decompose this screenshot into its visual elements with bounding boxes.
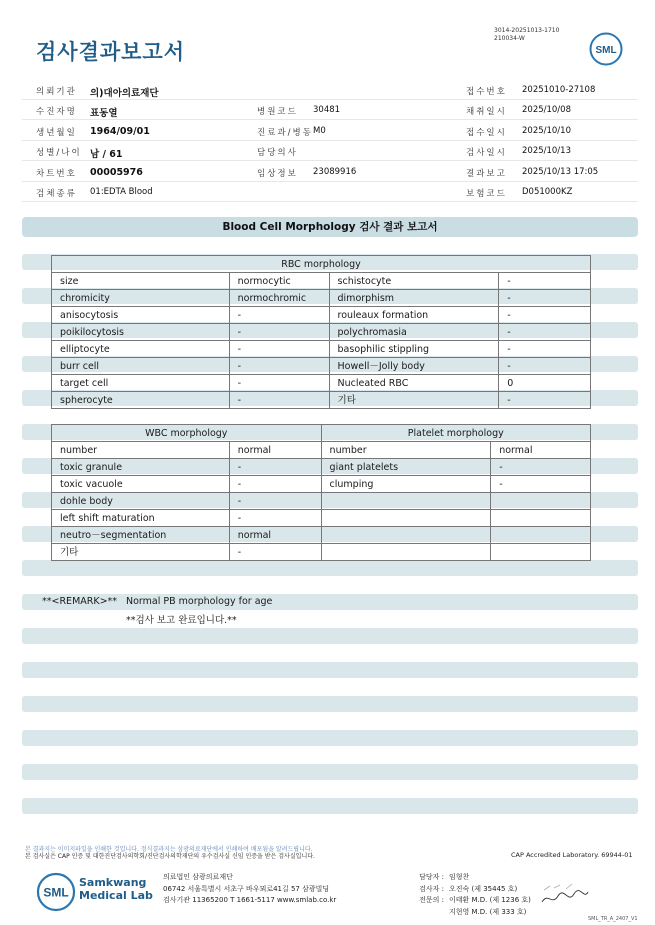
header-row: [0, 121, 655, 141]
background-band: [22, 662, 638, 678]
institution-info: 의료법인 삼광의료재단 06742 서울특별시 서초구 바우뫼로41길 57 삼광빌딩 검사기관 11365200 T 1661-5117 www.smlab.co.kr: [163, 873, 337, 904]
header-value: 남 / 61: [90, 149, 123, 160]
header-label: 접수번호: [466, 87, 507, 97]
finding-name: chromicity: [52, 290, 230, 307]
table-row: [52, 358, 591, 375]
finding-name: Nucleated RBC: [329, 375, 499, 392]
background-band: [22, 798, 638, 814]
sml-logo-bottom-icon: [36, 872, 76, 912]
finding-result: -: [229, 392, 329, 409]
finding-name: spherocyte: [52, 392, 230, 409]
finding-result: -: [499, 341, 591, 358]
table-row: [52, 392, 591, 409]
finding-result: -: [491, 459, 591, 476]
table-row: [52, 324, 591, 341]
finding-name: [321, 510, 491, 527]
table-row: [52, 290, 591, 307]
finding-name: target cell: [52, 375, 230, 392]
header-label: 접수일시: [466, 128, 507, 138]
section-title: Blood Cell Morphology 검사 결과 보고서: [22, 217, 638, 237]
finding-name: left shift maturation: [52, 510, 230, 527]
header-label: 수진자명: [36, 107, 77, 117]
header-label: 담당의사: [257, 148, 298, 158]
finding-result: -: [499, 324, 591, 341]
finding-name: [321, 493, 491, 510]
finding-result: [491, 510, 591, 527]
finding-result: -: [229, 307, 329, 324]
finding-result: -: [229, 324, 329, 341]
finding-name: elliptocyte: [52, 341, 230, 358]
finding-result: -: [491, 476, 591, 493]
table-row: [52, 493, 591, 510]
document-code: 3014-20251013-1710 210034-W: [494, 27, 560, 42]
header-value: 2025/10/10: [522, 126, 571, 136]
header-label: 차트번호: [36, 169, 77, 179]
signature-image: [540, 882, 590, 912]
finding-result: [491, 493, 591, 510]
finding-result: -: [499, 307, 591, 324]
header-value: 01:EDTA Blood: [90, 187, 153, 197]
brand-name: Samkwang Medical Lab: [79, 876, 153, 902]
finding-result: normal: [491, 442, 591, 459]
header-label: 생년월일: [36, 128, 77, 138]
finding-name: number: [52, 442, 230, 459]
finding-name: poikilocytosis: [52, 324, 230, 341]
finding-name: toxic granule: [52, 459, 230, 476]
header-row: [0, 182, 655, 202]
header-value: 00005976: [90, 167, 143, 178]
header-label: 임상정보: [257, 169, 298, 179]
wbc-platelet-table: [51, 424, 591, 561]
svg-text:SML: SML: [595, 45, 617, 56]
header-value: 1964/09/01: [90, 126, 150, 137]
finding-name: size: [52, 273, 230, 290]
finding-result: normocytic: [229, 273, 329, 290]
header-row: [0, 100, 655, 120]
finding-name: rouleaux formation: [329, 307, 499, 324]
header-value: 30481: [313, 105, 341, 115]
header-row: [0, 141, 655, 161]
remark-label: **<REMARK>**: [42, 596, 118, 607]
background-band: [22, 560, 638, 576]
header-value: 표동열: [90, 108, 118, 119]
finding-result: 0: [499, 375, 591, 392]
finding-name: basophilic stippling: [329, 341, 499, 358]
finding-result: -: [499, 358, 591, 375]
rbc-header: RBC morphology: [52, 256, 591, 273]
finding-name: [321, 544, 491, 561]
table-row: [52, 510, 591, 527]
finding-name: dohle body: [52, 493, 230, 510]
finding-result: -: [499, 392, 591, 409]
background-band: [22, 628, 638, 644]
finding-name: number: [321, 442, 491, 459]
header-label: 진료과/병동: [257, 128, 313, 138]
table-row: [52, 307, 591, 324]
finding-result: normal: [229, 442, 321, 459]
finding-result: normal: [229, 527, 321, 544]
finding-result: -: [499, 273, 591, 290]
finding-name: 기타: [52, 544, 230, 561]
report-title: 검사결과보고서: [36, 40, 186, 64]
finding-name: burr cell: [52, 358, 230, 375]
form-code: SML_TR_A_2407_V1: [588, 916, 638, 922]
remark-text: Normal PB morphology for age: [126, 596, 273, 607]
header-label: 성별/나이: [36, 148, 82, 158]
header-label: 검체종류: [36, 189, 77, 199]
header-label: 보험코드: [466, 189, 507, 199]
background-band: [22, 730, 638, 746]
svg-text:SML: SML: [43, 885, 69, 900]
header-label: 채취일시: [466, 107, 507, 117]
header-value: 20251010-27108: [522, 85, 596, 95]
finding-result: -: [229, 476, 321, 493]
platelet-header: Platelet morphology: [321, 425, 590, 442]
table-row: [52, 375, 591, 392]
finding-name: clumping: [321, 476, 491, 493]
header-value: 23089916: [313, 167, 357, 177]
header-value: 2025/10/08: [522, 105, 571, 115]
header-label: 검사일시: [466, 148, 507, 158]
header-label: 병원코드: [257, 107, 298, 117]
background-band: [22, 696, 638, 712]
finding-result: -: [229, 510, 321, 527]
header-row: [0, 80, 655, 100]
staff-labels: 담당자 : 검사자 : 전문의 :: [419, 873, 444, 904]
finding-name: polychromasia: [329, 324, 499, 341]
header-label: 의뢰기관: [36, 87, 77, 97]
cap-accreditation: CAP Accredited Laboratory. 69944-01: [511, 851, 633, 859]
finding-result: -: [229, 493, 321, 510]
finding-result: -: [229, 358, 329, 375]
finding-result: -: [229, 544, 321, 561]
finding-result: [491, 544, 591, 561]
finding-result: -: [229, 459, 321, 476]
finding-result: -: [229, 375, 329, 392]
finding-result: [491, 527, 591, 544]
finding-result: -: [229, 341, 329, 358]
finding-name: giant platelets: [321, 459, 491, 476]
finding-name: anisocytosis: [52, 307, 230, 324]
staff-names: 임형찬 오진숙 (제 35445 호) 이태환 M.D. (제 1236 호) 지현영 M.D. (제 333 호): [449, 873, 531, 916]
table-row: [52, 341, 591, 358]
header-label: 결과보고: [466, 169, 507, 179]
header-value: M0: [313, 126, 326, 136]
finding-result: normochromic: [229, 290, 329, 307]
table-row: [52, 459, 591, 476]
rbc-morphology-table: [51, 255, 591, 409]
header-value: 2025/10/13 17:05: [522, 167, 599, 177]
header-row: [0, 162, 655, 182]
header-value: D051000KZ: [522, 187, 573, 197]
finding-name: 기타: [329, 392, 499, 409]
finding-name: toxic vacuole: [52, 476, 230, 493]
table-row: [52, 273, 591, 290]
header-value: 2025/10/13: [522, 146, 571, 156]
finding-name: Howell－Jolly body: [329, 358, 499, 375]
sml-logo-icon: [589, 32, 623, 66]
remark-status: **검사 보고 완료입니다.**: [126, 615, 237, 626]
wbc-header: WBC morphology: [52, 425, 322, 442]
table-row: [52, 442, 591, 459]
finding-name: [321, 527, 491, 544]
finding-name: dimorphism: [329, 290, 499, 307]
image-notice: 본 결과지는 이미지파일을 인쇄한 것입니다. 정식결과지는 삼광의료재단에서 인쇄하여 배포됨을 알려드립니다.: [25, 846, 313, 853]
table-row: [52, 544, 591, 561]
finding-result: -: [499, 290, 591, 307]
background-band: [22, 764, 638, 780]
finding-name: schistocyte: [329, 273, 499, 290]
header-value: 의)대아의료재단: [90, 88, 159, 99]
table-row: [52, 476, 591, 493]
accreditation-notice: 본 검사실은 CAP 인증 및 대한진단검사의학회/진단검사의학재단의 우수검사실 신임 인증을 받은 검사실입니다.: [25, 853, 315, 860]
table-row: [52, 527, 591, 544]
finding-name: neutro－segmentation: [52, 527, 230, 544]
